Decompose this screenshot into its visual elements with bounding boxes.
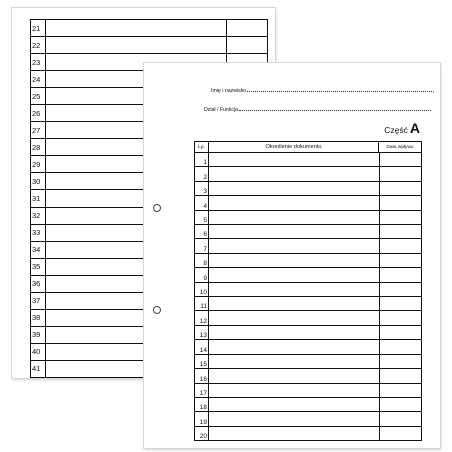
table-row	[195, 368, 421, 382]
row-number: 27	[31, 122, 46, 138]
date-cell	[380, 369, 421, 382]
document-cell	[209, 398, 380, 411]
row-number: 34	[31, 242, 46, 258]
row-number: 23	[31, 54, 46, 70]
date-cell	[380, 167, 421, 180]
table-row	[195, 397, 421, 411]
table-row	[195, 310, 421, 324]
document-cell	[209, 326, 380, 339]
row-number: 12	[195, 311, 209, 324]
document-cell	[209, 283, 380, 296]
row-number: 38	[31, 310, 46, 326]
document-cell	[209, 297, 380, 310]
date-cell	[380, 196, 421, 209]
table-row	[195, 210, 421, 224]
table-row	[195, 181, 421, 195]
punch-hole-icon	[153, 204, 161, 212]
row-number: 21	[31, 20, 46, 36]
table-header-row	[195, 142, 421, 153]
table-row	[195, 411, 421, 425]
table-row	[195, 238, 421, 252]
table-row	[195, 267, 421, 281]
row-number: 24	[31, 71, 46, 87]
header-document: Określenie dokumentu	[209, 142, 379, 152]
row-number: 37	[31, 293, 46, 309]
row-number: 4	[195, 196, 209, 209]
header-date: Data wpływu	[386, 144, 414, 150]
row-number: 26	[31, 105, 46, 121]
row-number: 40	[31, 344, 46, 360]
row-number: 17	[195, 384, 209, 397]
document-cell	[209, 355, 380, 368]
row-number: 15	[195, 355, 209, 368]
table-row	[195, 426, 421, 440]
row-number: 20	[195, 427, 209, 440]
table-row	[195, 253, 421, 267]
table-row	[31, 20, 267, 36]
date-cell	[380, 182, 421, 195]
row-number: 39	[31, 327, 46, 343]
document-cell	[209, 167, 380, 180]
row-number: 11	[195, 297, 209, 310]
document-cell	[209, 239, 380, 252]
date-cell	[380, 412, 421, 425]
date-cell	[227, 37, 267, 53]
date-cell	[380, 211, 421, 224]
table-row	[195, 383, 421, 397]
document-cell	[209, 211, 380, 224]
row-number: 13	[195, 326, 209, 339]
date-cell	[380, 355, 421, 368]
document-cell	[209, 412, 380, 425]
row-number: 9	[195, 268, 209, 281]
document-cell	[209, 268, 380, 281]
document-cell	[209, 384, 380, 397]
document-cell	[209, 182, 380, 195]
document-cell	[46, 20, 227, 36]
table-row	[31, 36, 267, 53]
document-cell	[209, 225, 380, 238]
name-field	[211, 88, 434, 94]
date-cell	[380, 340, 421, 353]
document-cell	[209, 369, 380, 382]
front-sheet	[144, 63, 440, 448]
row-number: 3	[195, 182, 209, 195]
date-cell	[227, 20, 267, 36]
table-row	[195, 166, 421, 180]
date-cell	[380, 225, 421, 238]
punch-hole-icon	[153, 306, 161, 314]
date-cell	[380, 153, 421, 166]
row-number: 22	[31, 37, 46, 53]
date-cell	[380, 268, 421, 281]
row-number: 5	[195, 211, 209, 224]
date-cell	[380, 398, 421, 411]
row-number: 14	[195, 340, 209, 353]
table-row	[195, 339, 421, 353]
document-cell	[209, 427, 380, 440]
department-dotted-line	[239, 110, 431, 111]
row-number: 8	[195, 254, 209, 267]
row-number: 2	[195, 167, 209, 180]
row-number: 30	[31, 173, 46, 189]
row-number: 16	[195, 369, 209, 382]
row-number: 10	[195, 283, 209, 296]
part-letter: A	[409, 120, 420, 136]
row-number: 1	[195, 153, 209, 166]
row-number: 25	[31, 88, 46, 104]
document-cell	[209, 340, 380, 353]
row-number: 32	[31, 208, 46, 224]
table-row	[195, 282, 421, 296]
department-field	[204, 107, 431, 113]
date-cell	[380, 311, 421, 324]
date-cell	[380, 254, 421, 267]
name-dotted-line	[247, 91, 434, 92]
row-number: 33	[31, 225, 46, 241]
part-word: Część	[384, 125, 408, 135]
document-cell	[209, 311, 380, 324]
date-cell	[380, 283, 421, 296]
table-row	[195, 325, 421, 339]
table-row	[195, 153, 421, 166]
name-label: Imię i nazwisko	[211, 88, 247, 94]
department-label: Dział / Funkcja	[204, 107, 239, 113]
row-number: 29	[31, 156, 46, 172]
row-number: 6	[195, 225, 209, 238]
document-cell	[209, 196, 380, 209]
document-cell	[209, 153, 380, 166]
header-number: Lp.	[195, 142, 209, 152]
document-cell	[46, 37, 227, 53]
document-cell	[209, 254, 380, 267]
row-number: 18	[195, 398, 209, 411]
table-row	[195, 224, 421, 238]
row-number: 7	[195, 239, 209, 252]
front-document-table	[194, 141, 422, 441]
date-cell	[380, 239, 421, 252]
row-number: 36	[31, 276, 46, 292]
table-row	[195, 195, 421, 209]
date-cell	[380, 384, 421, 397]
date-cell	[380, 427, 421, 440]
part-label	[384, 120, 420, 136]
table-row	[195, 296, 421, 310]
row-number: 41	[31, 361, 46, 377]
row-number: 31	[31, 190, 46, 206]
date-cell	[380, 297, 421, 310]
row-number: 19	[195, 412, 209, 425]
row-number: 28	[31, 139, 46, 155]
row-number: 35	[31, 259, 46, 275]
date-cell	[380, 326, 421, 339]
table-row	[195, 354, 421, 368]
